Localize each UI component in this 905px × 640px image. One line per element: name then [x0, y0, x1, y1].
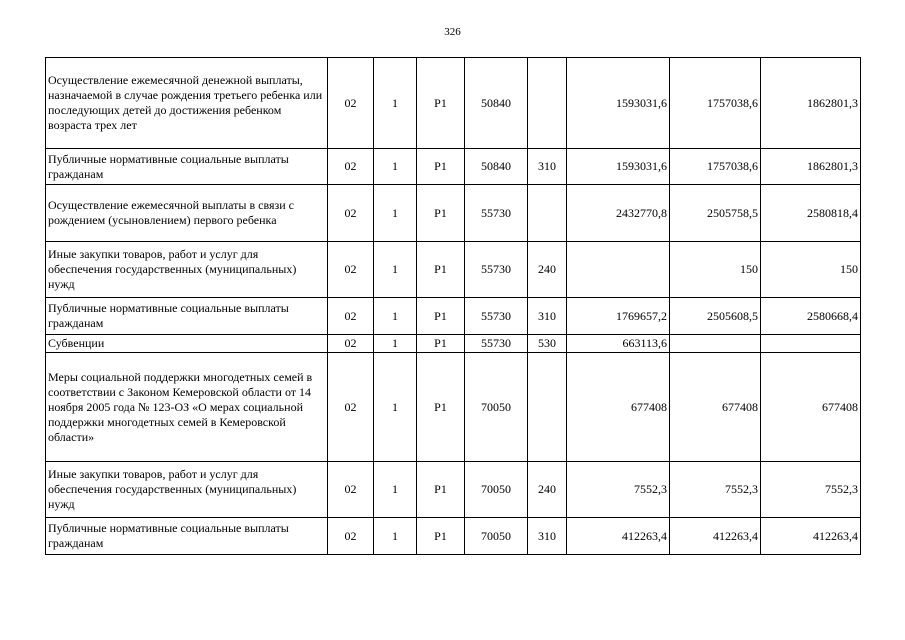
program-code: Р1	[417, 462, 465, 518]
expense-type: 310	[528, 518, 567, 555]
table-row	[46, 353, 861, 462]
target-code: 55730	[465, 242, 528, 298]
amount-year-3	[761, 335, 861, 353]
section-code: 02	[328, 242, 374, 298]
subsection-code: 1	[374, 185, 417, 242]
section-code: 02	[328, 149, 374, 185]
expense-type: 530	[528, 335, 567, 353]
amount-year-2: 7552,3	[670, 462, 761, 518]
amount-year-3: 7552,3	[761, 462, 861, 518]
table-row	[46, 518, 861, 555]
section-code: 02	[328, 185, 374, 242]
amount-year-2: 1757038,6	[670, 58, 761, 149]
subsection-code: 1	[374, 462, 417, 518]
subsection-code: 1	[374, 518, 417, 555]
amount-year-2: 677408	[670, 353, 761, 462]
section-code: 02	[328, 335, 374, 353]
program-code: Р1	[417, 149, 465, 185]
amount-year-1: 1593031,6	[567, 149, 670, 185]
table-row	[46, 462, 861, 518]
program-code: Р1	[417, 353, 465, 462]
program-code: Р1	[417, 335, 465, 353]
table-row	[46, 185, 861, 242]
program-code: Р1	[417, 242, 465, 298]
subsection-code: 1	[374, 335, 417, 353]
expense-type: 310	[528, 298, 567, 335]
amount-year-1: 2432770,8	[567, 185, 670, 242]
subsection-code: 1	[374, 149, 417, 185]
amount-year-2: 2505608,5	[670, 298, 761, 335]
row-name: Осуществление ежемесячной выплаты в связи с рождением (усыновлением) первого ребенка	[46, 185, 328, 242]
program-code: Р1	[417, 298, 465, 335]
amount-year-3: 412263,4	[761, 518, 861, 555]
expense-type	[528, 58, 567, 149]
target-code: 70050	[465, 462, 528, 518]
amount-year-3: 1862801,3	[761, 149, 861, 185]
amount-year-3: 2580668,4	[761, 298, 861, 335]
expense-type: 240	[528, 462, 567, 518]
section-code: 02	[328, 462, 374, 518]
table-row	[46, 58, 861, 149]
expense-type	[528, 353, 567, 462]
amount-year-1: 412263,4	[567, 518, 670, 555]
subsection-code: 1	[374, 242, 417, 298]
section-code: 02	[328, 518, 374, 555]
page-number: 326	[444, 26, 461, 38]
row-name: Меры социальной поддержки многодетных семей в соответствии с Законом Кемеровской области от 14 ноября 2005 года № 123-ОЗ «О мерах социальной поддержки многодетных семей в Кемеровской области»	[46, 353, 328, 462]
amount-year-3: 150	[761, 242, 861, 298]
amount-year-3: 677408	[761, 353, 861, 462]
row-name: Публичные нормативные социальные выплаты гражданам	[46, 518, 328, 555]
program-code: Р1	[417, 518, 465, 555]
amount-year-1: 663113,6	[567, 335, 670, 353]
expense-type	[528, 185, 567, 242]
row-name: Субвенции	[46, 335, 328, 353]
program-code: Р1	[417, 185, 465, 242]
section-code: 02	[328, 353, 374, 462]
target-code: 55730	[465, 335, 528, 353]
amount-year-1	[567, 242, 670, 298]
row-name: Публичные нормативные социальные выплаты гражданам	[46, 298, 328, 335]
target-code: 70050	[465, 353, 528, 462]
amount-year-2	[670, 335, 761, 353]
target-code: 55730	[465, 298, 528, 335]
subsection-code: 1	[374, 353, 417, 462]
table-row	[46, 149, 861, 185]
amount-year-1: 1769657,2	[567, 298, 670, 335]
row-name: Иные закупки товаров, работ и услуг для обеспечения государственных (муниципальных) нужд	[46, 242, 328, 298]
target-code: 50840	[465, 149, 528, 185]
program-code: Р1	[417, 58, 465, 149]
amount-year-2: 412263,4	[670, 518, 761, 555]
row-name: Публичные нормативные социальные выплаты гражданам	[46, 149, 328, 185]
amount-year-1: 7552,3	[567, 462, 670, 518]
subsection-code: 1	[374, 58, 417, 149]
table-row	[46, 335, 861, 353]
row-name: Иные закупки товаров, работ и услуг для обеспечения государственных (муниципальных) нужд	[46, 462, 328, 518]
target-code: 50840	[465, 58, 528, 149]
section-code: 02	[328, 298, 374, 335]
amount-year-1: 677408	[567, 353, 670, 462]
row-name: Осуществление ежемесячной денежной выплаты, назначаемой в случае рождения третьего ребенка или последующих детей до достижения ребенком возраста трех лет	[46, 58, 328, 149]
amount-year-3: 1862801,3	[761, 58, 861, 149]
target-code: 55730	[465, 185, 528, 242]
expense-type: 240	[528, 242, 567, 298]
expense-type: 310	[528, 149, 567, 185]
table-row	[46, 242, 861, 298]
amount-year-2: 2505758,5	[670, 185, 761, 242]
section-code: 02	[328, 58, 374, 149]
amount-year-2: 150	[670, 242, 761, 298]
target-code: 70050	[465, 518, 528, 555]
amount-year-2: 1757038,6	[670, 149, 761, 185]
table-row	[46, 298, 861, 335]
amount-year-1: 1593031,6	[567, 58, 670, 149]
subsection-code: 1	[374, 298, 417, 335]
budget-table	[45, 57, 861, 555]
amount-year-3: 2580818,4	[761, 185, 861, 242]
